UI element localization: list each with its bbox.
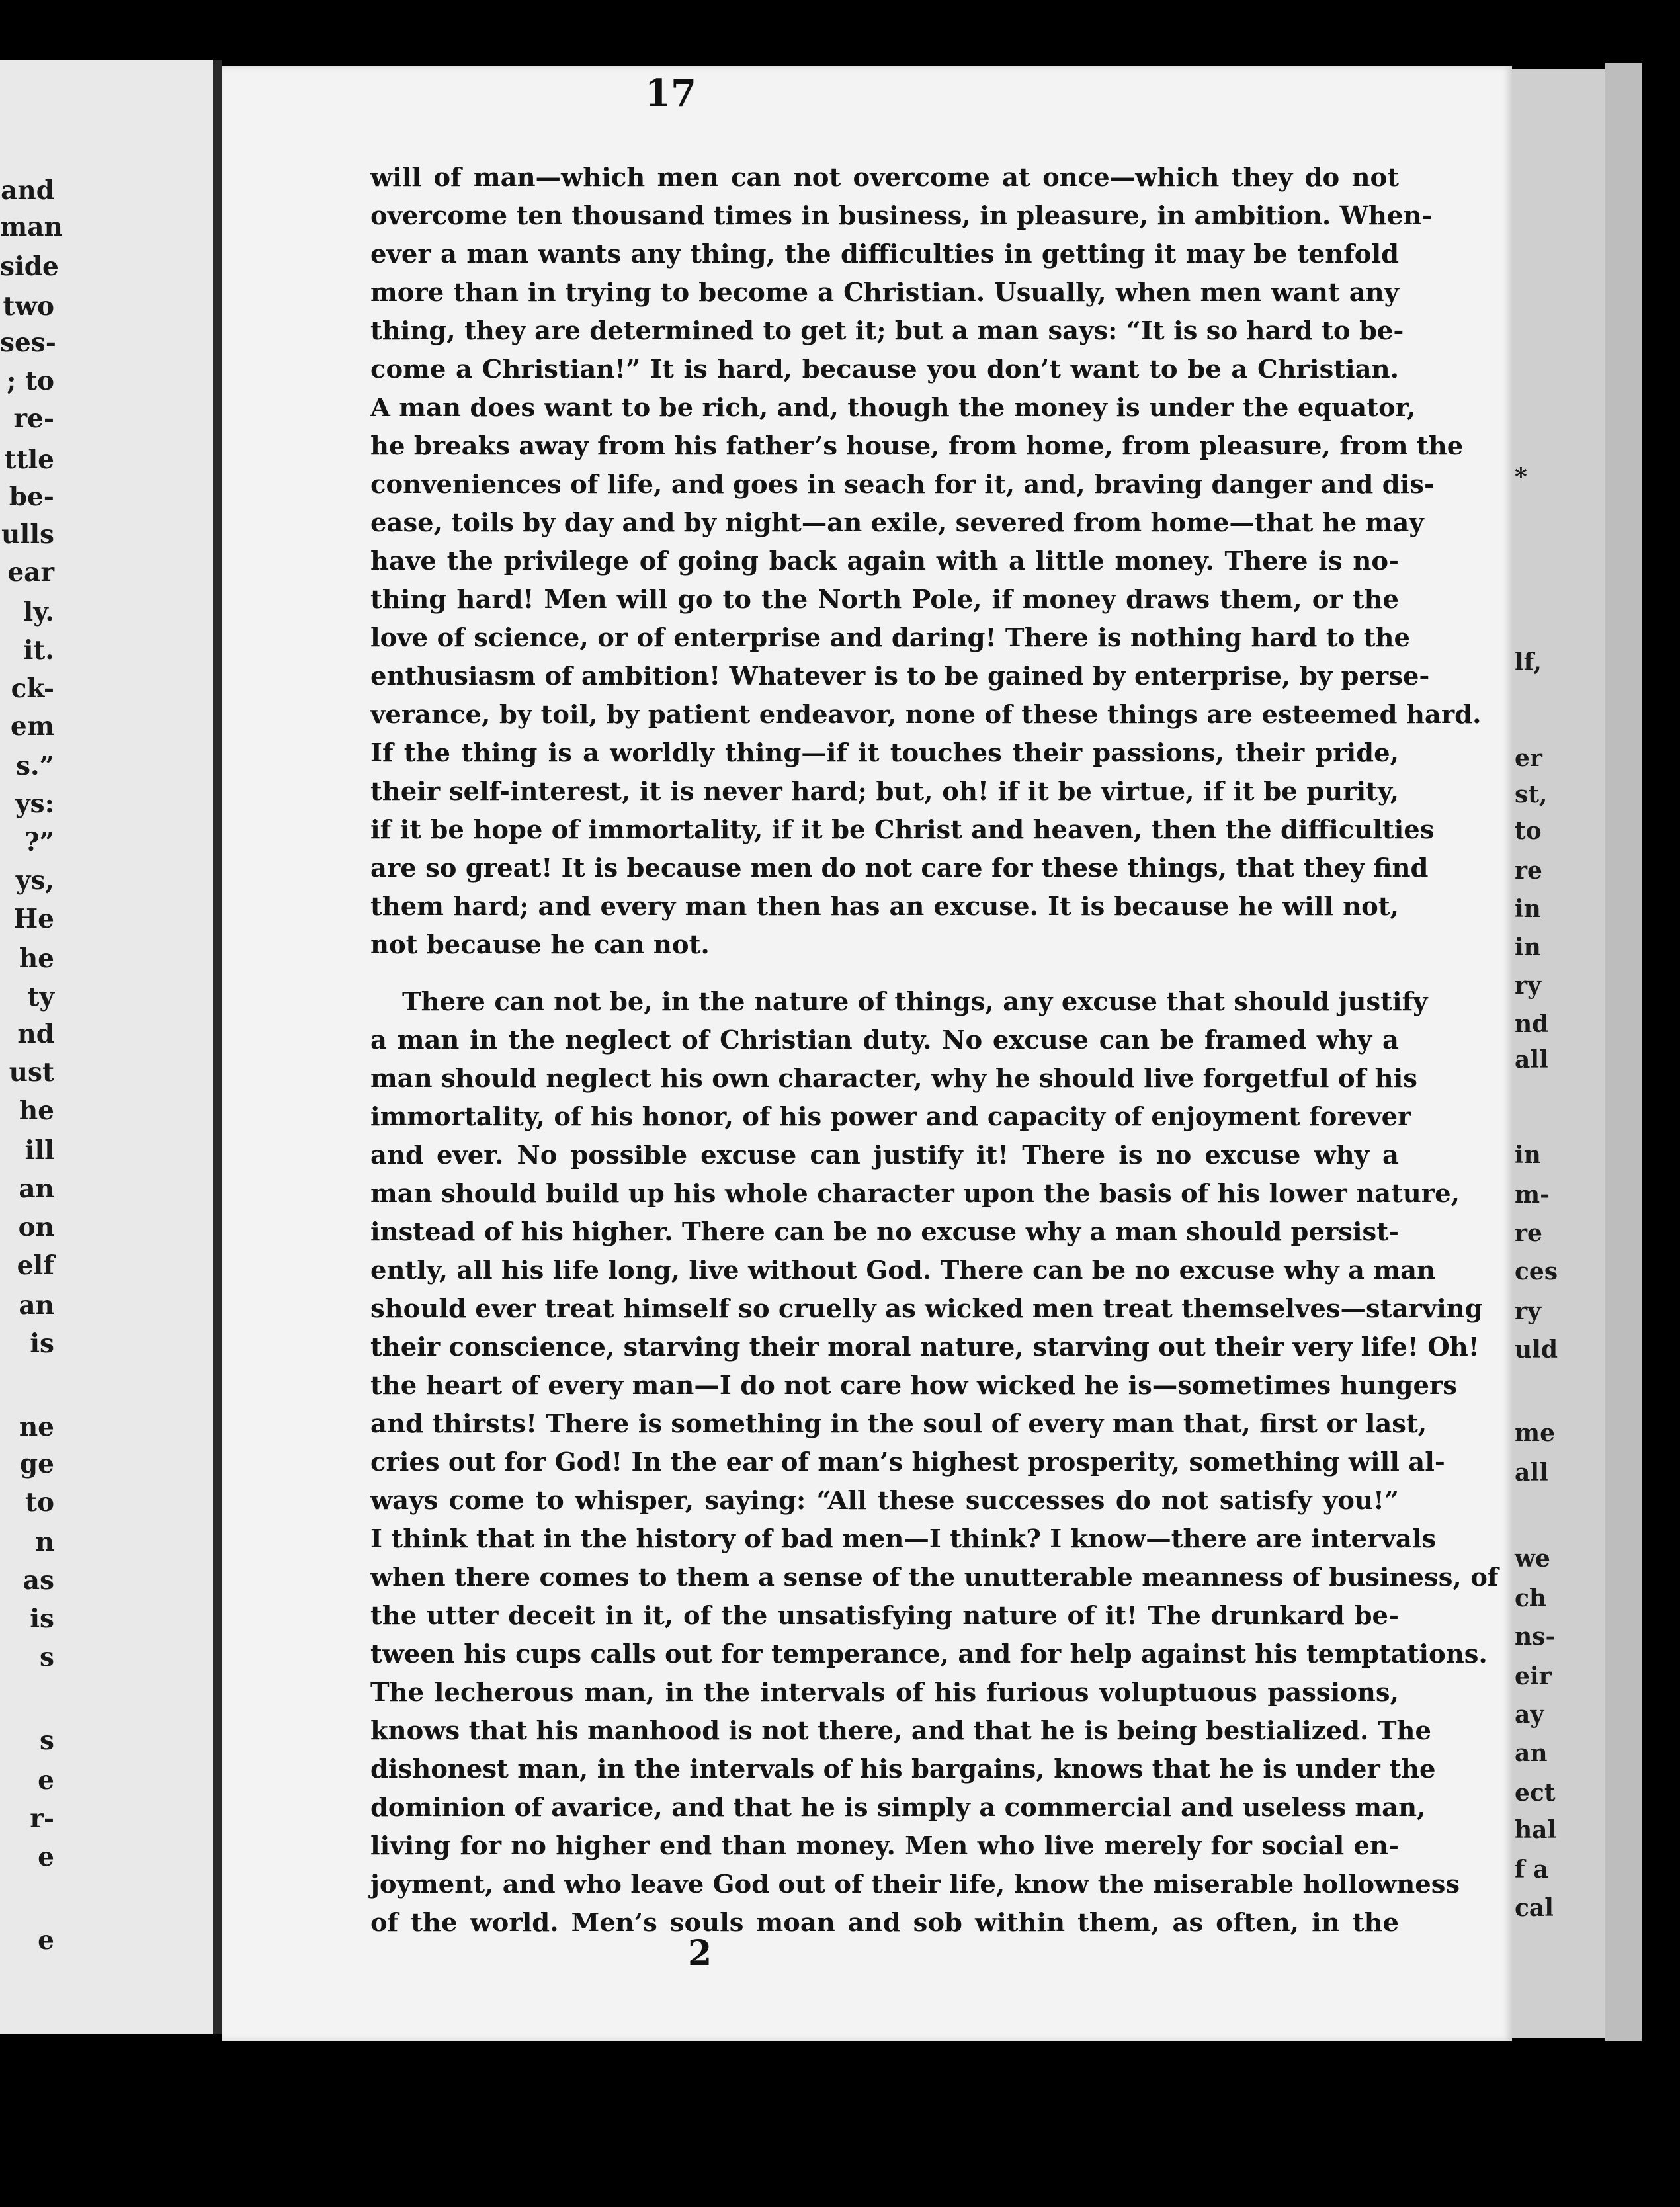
text-line: ease, toils by day and by night—an exile, severed from home—that he may (370, 508, 1424, 538)
margin-fragment: ns- (1515, 1623, 1556, 1651)
page-number: 17 (645, 71, 696, 115)
next-page-edge (1512, 69, 1605, 2038)
book-gutter (213, 60, 222, 2034)
text-line: thing hard! Men will go to the North Pole, if money draws them, or the (370, 585, 1399, 615)
text-line: and thirsts! There is something in the soul of every man that, first or last, (370, 1409, 1427, 1439)
text-line: ently, all his life long, live without God. There can be no excuse why a man (370, 1256, 1436, 1285)
text-line: should ever treat himself so cruelly as wicked men treat themselves—starving (370, 1294, 1483, 1324)
margin-fragment: ly. (23, 597, 54, 627)
margin-fragment: ne (19, 1412, 54, 1442)
text-line: thing, they are determined to get it; but a man says: “It is so hard to be- (370, 316, 1404, 346)
margin-fragment: is (30, 1328, 54, 1359)
margin-fragment: ry (1515, 1297, 1541, 1325)
margin-fragment: ge (19, 1449, 54, 1479)
margin-fragment: ses- (0, 327, 56, 358)
margin-fragment: ry (1515, 972, 1541, 1000)
text-line: cries out for God! In the ear of man’s highest prosperity, something will al- (370, 1448, 1445, 1477)
text-line: I think that in the history of bad men—I think? I know—there are intervals (370, 1524, 1437, 1554)
margin-fragment: He (13, 904, 54, 934)
text-line: man should build up his whole character upon the basis of his lower nature, (370, 1179, 1460, 1209)
text-line: when there comes to them a sense of the unutterable meanness of business, of (370, 1563, 1499, 1592)
margin-fragment: he (19, 1096, 54, 1126)
margin-fragment: on (18, 1212, 54, 1242)
text-line: a man in the neglect of Christian duty. No excuse can be framed why a (370, 1025, 1399, 1055)
margin-fragment: s (40, 1725, 54, 1756)
text-line: the utter deceit in it, of the unsatisfying nature of it! The drunkard be- (370, 1601, 1399, 1631)
margin-fragment: ces (1515, 1258, 1558, 1285)
margin-fragment: an (1515, 1739, 1548, 1767)
margin-fragment: an (19, 1290, 54, 1320)
margin-fragment: ust (9, 1057, 54, 1088)
margin-fragment: all (1515, 1459, 1548, 1487)
body-text (370, 159, 1499, 1942)
margin-fragment: re (1515, 857, 1542, 885)
text-line: man should neglect his own character, why he should live forgetful of his (370, 1064, 1417, 1094)
text-line: ways come to whisper, saying: “All these successes do not satisfy you!” (370, 1486, 1399, 1516)
margin-fragment: ear (7, 557, 54, 587)
text-line: of the world. Men’s souls moan and sob within them, as often, in the (370, 1908, 1399, 1938)
margin-fragment: ty (27, 982, 54, 1012)
margin-fragment: to (24, 1487, 54, 1518)
margin-fragment: ay (1515, 1701, 1544, 1729)
margin-fragment: nd (1515, 1010, 1549, 1038)
margin-fragment: ect (1515, 1779, 1556, 1807)
text-line: if it be hope of immortality, if it be Christ and heaven, then the difficulties (370, 815, 1435, 845)
text-line: dishonest man, in the intervals of his bargains, knows that he is under the (370, 1754, 1436, 1784)
text-line: overcome ten thousand times in business, in pleasure, in ambition. When- (370, 201, 1433, 231)
text-line: conveniences of life, and goes in seach for it, and, braving danger and dis- (370, 470, 1435, 499)
text-line: their conscience, starving their moral nature, starving out their very life! Oh! (370, 1332, 1480, 1362)
margin-fragment: man (0, 212, 63, 242)
margin-fragment: ?” (24, 827, 54, 857)
margin-fragment: er (1515, 744, 1542, 772)
margin-fragment: e (38, 1925, 54, 1956)
text-line: and ever. No possible excuse can justify it! There is no excuse why a (370, 1141, 1399, 1170)
margin-fragment: eir (1515, 1663, 1552, 1690)
text-line: knows that his manhood is not there, and that he is being bestialized. The (370, 1716, 1431, 1746)
margin-fragment: to (1515, 817, 1542, 845)
text-line: immortality, of his honor, of his power and capacity of enjoyment forever (370, 1102, 1411, 1132)
margin-fragment: in (1515, 1141, 1541, 1169)
text-line: not because he can not. (370, 930, 710, 960)
margin-fragment: it. (23, 635, 54, 666)
margin-fragment: f a (1515, 1856, 1549, 1883)
text-line: the heart of every man—I do not care how wicked he is—sometimes hungers (370, 1371, 1457, 1401)
text-line: tween his cups calls out for temperance, and for help against his temptations. (370, 1639, 1488, 1669)
margin-fragment: e (38, 1842, 54, 1872)
margin-fragment: ill (24, 1135, 54, 1166)
margin-fragment: he (19, 943, 54, 974)
text-line: he breaks away from his father’s house, from home, from pleasure, from the (370, 431, 1464, 461)
previous-page-edge (0, 60, 213, 2034)
margin-fragment: * (1515, 463, 1527, 491)
margin-fragment: as (22, 1565, 54, 1596)
margin-fragment: ys: (15, 789, 54, 819)
margin-fragment: ck- (11, 673, 54, 704)
margin-fragment: em (10, 711, 54, 742)
margin-fragment: m- (1515, 1181, 1550, 1209)
margin-fragment: r- (30, 1803, 54, 1834)
text-line: are so great! It is because men do not care for these things, that they find (370, 853, 1429, 883)
margin-fragment: ttle (4, 445, 54, 475)
margin-fragment: ; to (6, 366, 54, 396)
margin-fragment: all (1515, 1046, 1548, 1074)
text-line: If the thing is a worldly thing—if it touches their passions, their pride, (370, 738, 1399, 768)
margin-fragment: nd (17, 1019, 54, 1049)
next-page-outer-edge (1605, 63, 1642, 2041)
text-line: A man does want to be rich, and, though the money is under the equator, (370, 393, 1416, 423)
text-line: The lecherous man, in the intervals of his furious voluptuous passions, (370, 1678, 1399, 1708)
text-line: them hard; and every man then has an excuse. It is because he will not, (370, 892, 1399, 922)
margin-fragment: hal (1515, 1816, 1557, 1844)
paragraph-gap (370, 965, 1399, 983)
margin-fragment: re- (13, 404, 54, 434)
text-line: enthusiasm of ambition! Whatever is to be gained by enterprise, by perse- (370, 662, 1430, 691)
margin-fragment: and (1, 175, 54, 206)
margin-fragment: st, (1515, 781, 1548, 808)
margin-fragment: side (0, 251, 59, 282)
margin-fragment: s.” (16, 751, 54, 781)
margin-fragment: is (30, 1604, 54, 1634)
margin-fragment: be- (9, 482, 54, 512)
text-line: verance, by toil, by patient endeavor, none of these things are esteemed hard. (370, 700, 1482, 730)
margin-fragment: lf, (1515, 648, 1542, 676)
text-line: their self-interest, it is never hard; but, oh! if it be virtue, if it be purity, (370, 777, 1399, 806)
margin-fragment: we (1515, 1545, 1550, 1573)
margin-fragment: me (1515, 1419, 1555, 1447)
margin-fragment: ulls (1, 519, 54, 550)
margin-fragment: e (38, 1765, 54, 1796)
margin-fragment: in (1515, 895, 1541, 923)
text-line: joyment, and who leave God out of their life, know the miserable hollowness (370, 1870, 1460, 1899)
margin-fragment: ch (1515, 1584, 1547, 1612)
margin-fragment: n (35, 1527, 54, 1557)
margin-fragment: ys, (15, 865, 54, 896)
text-line: There can not be, in the nature of things, any excuse that should justify (402, 987, 1428, 1017)
margin-fragment: in (1515, 933, 1541, 961)
text-line: have the privilege of going back again with a little money. There is no- (370, 546, 1399, 576)
margin-fragment: elf (17, 1250, 54, 1281)
text-line: come a Christian!” It is hard, because you don’t want to be a Christian. (370, 355, 1399, 384)
text-line: ever a man wants any thing, the difficulties in getting it may be tenfold (370, 239, 1399, 269)
margin-fragment: cal (1515, 1894, 1554, 1922)
text-line: more than in trying to become a Christian. Usually, when men want any (370, 278, 1399, 308)
text-line: love of science, or of enterprise and daring! There is nothing hard to the (370, 623, 1410, 653)
margin-fragment: s (40, 1642, 54, 1672)
text-line: living for no higher end than money. Men who live merely for social en- (370, 1831, 1399, 1861)
text-line: dominion of avarice, and that he is simply a commercial and useless man, (370, 1793, 1426, 1823)
margin-fragment: two (3, 291, 54, 322)
text-line: will of man—which men can not overcome at once—which they do not (370, 163, 1399, 193)
margin-fragment: an (19, 1174, 54, 1204)
margin-fragment: re (1515, 1219, 1542, 1247)
margin-fragment: uld (1515, 1336, 1558, 1363)
signature-mark: 2 (688, 1933, 712, 1973)
text-line: instead of his higher. There can be no excuse why a man should persist- (370, 1217, 1399, 1247)
